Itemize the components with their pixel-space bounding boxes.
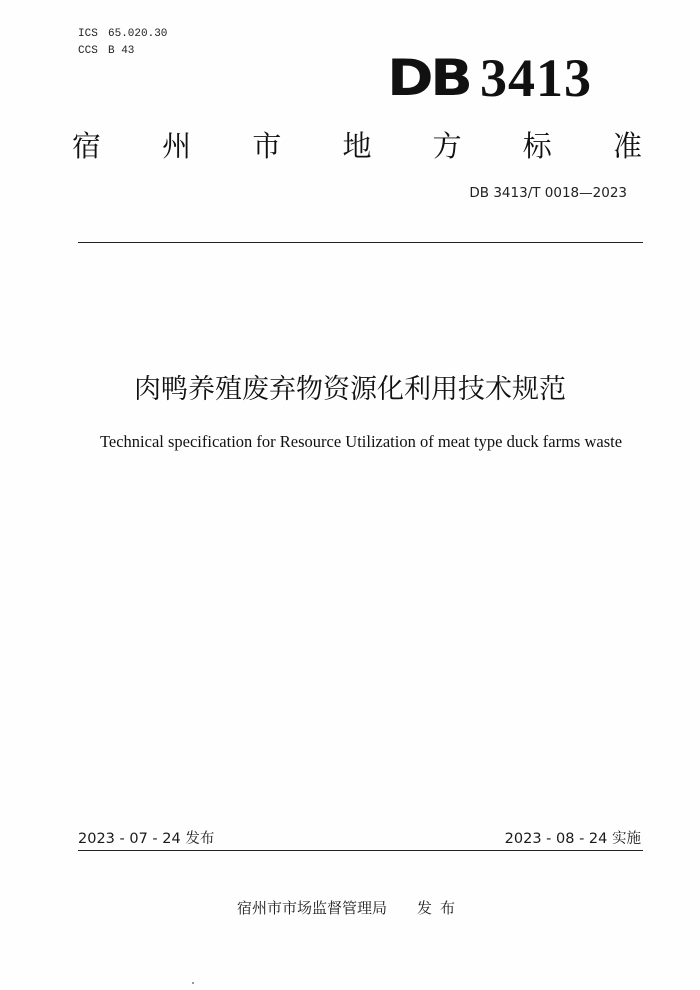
ccs-label: CCS xyxy=(78,45,98,57)
standard-type-title xyxy=(72,128,642,164)
db-mark-letters: DB xyxy=(387,49,470,107)
header-divider xyxy=(78,242,643,243)
document-title-chinese: 肉鸭养殖废弃物资源化利用技术规范 xyxy=(134,374,566,405)
classification-block xyxy=(78,26,167,60)
publish-date: 2023 - 07 - 24 发布 xyxy=(78,831,215,847)
issuing-authority xyxy=(0,897,700,918)
standard-type-char: 方 xyxy=(432,129,462,163)
standard-type-char: 准 xyxy=(612,129,642,163)
db-standard-mark xyxy=(387,48,592,108)
standard-type-char: 宿 xyxy=(72,129,102,163)
footer-divider xyxy=(78,850,643,851)
ics-value: 65.020.30 xyxy=(108,28,168,40)
implement-date: 2023 - 08 - 24 实施 xyxy=(504,831,641,847)
ics-label: ICS xyxy=(78,28,98,40)
standard-type-char: 标 xyxy=(522,129,552,163)
issuer-name: 宿州市市场监督管理局 xyxy=(236,899,387,917)
ics-line xyxy=(78,26,167,43)
issuer-action: 发布 xyxy=(417,899,464,917)
standard-type-char: 地 xyxy=(342,129,372,163)
standard-type-char: 市 xyxy=(252,129,282,163)
ccs-value: B 43 xyxy=(108,45,135,57)
document-title-english: Technical specification for Resource Utilization of meat type duck farms waste xyxy=(99,432,623,451)
standard-type-char: 州 xyxy=(162,129,192,163)
ccs-line xyxy=(78,43,167,60)
db-mark-number: 3413 xyxy=(480,48,592,108)
standard-code: DB 3413/T 0018—2023 xyxy=(469,185,627,201)
scan-speck xyxy=(192,982,194,984)
